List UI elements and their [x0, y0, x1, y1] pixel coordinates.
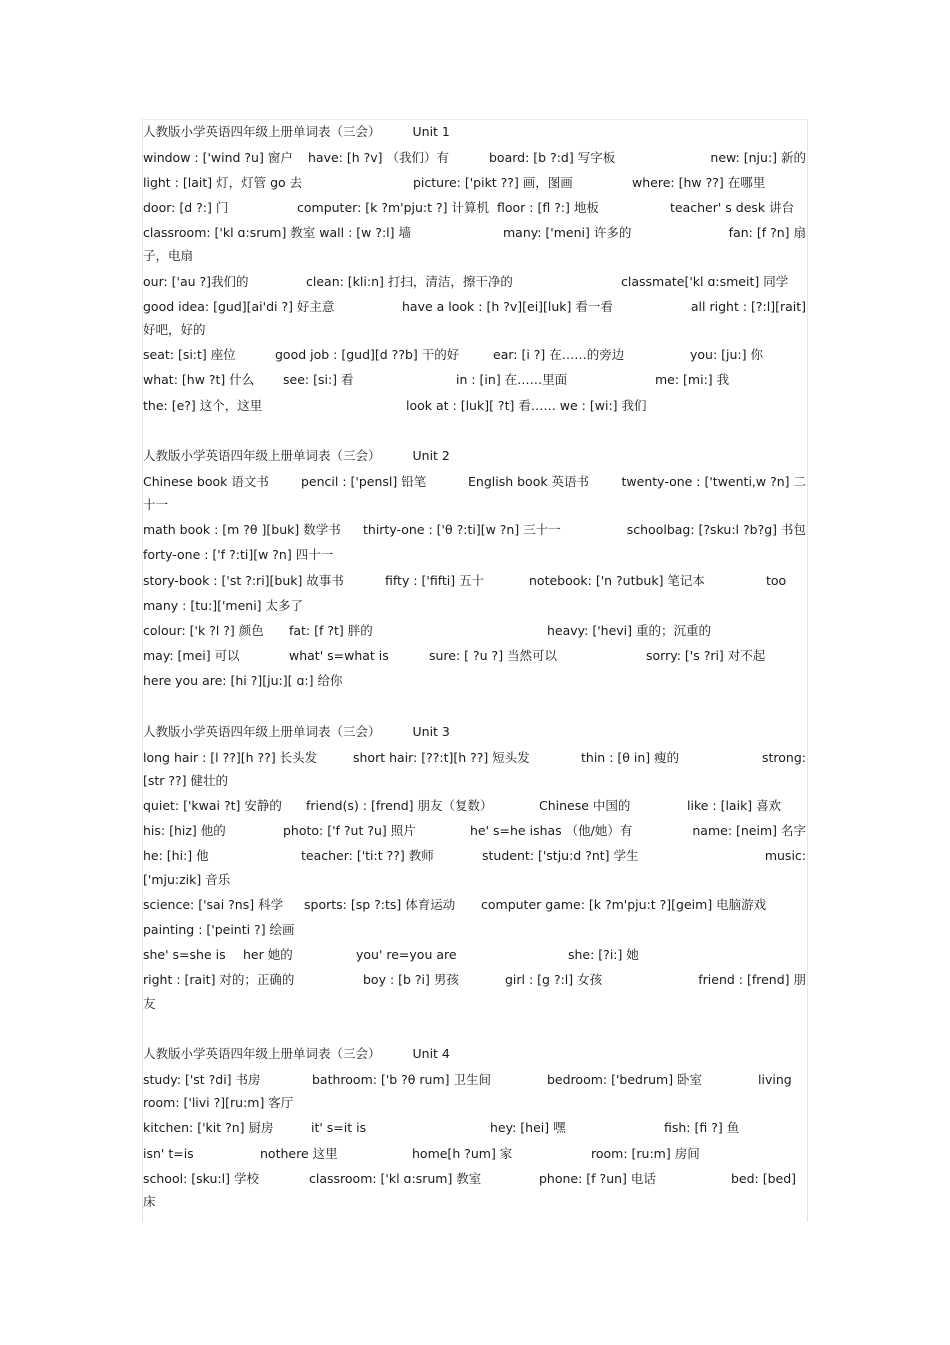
vocab-line: [143, 846, 806, 869]
vocab-line: [143, 173, 806, 198]
vocab-entry: new: [nju:] 新的: [710, 149, 806, 165]
vocab-entry: thirty-one : ['θ ?:ti][w ?n] 三十一: [363, 522, 561, 538]
vocab-line: [143, 671, 806, 696]
vocab-entry: math book : [m ?θ ][buk] 数学书: [143, 522, 341, 538]
vocab-entry: long hair : [l ??][h ??] 长头发: [143, 749, 318, 765]
vocab-entry: short hair: [??:t][h ??] 短头发: [353, 749, 530, 765]
vocab-entry: fat: [f ?t] 胖的: [289, 623, 373, 639]
vocab-entry: her 她的: [243, 947, 293, 963]
vocab-entry: twenty-one : ['twenti,w ?n] 二: [621, 473, 806, 489]
vocab-entry: English book 英语书: [468, 473, 590, 489]
vocab-entry: room: ['livi ?][ru:m] 客厅: [143, 1095, 294, 1111]
vocab-entry: painting : ['peinti ?] 绘画: [143, 922, 295, 938]
vocab-entry: computer: [k ?m'pju:t ?] 计算机: [297, 199, 489, 215]
vocab-entry: have: [h ?v] （我们）有: [308, 149, 450, 165]
vocab-entry: 好吧，好的: [143, 322, 206, 338]
unit-3-section: [143, 722, 806, 1019]
vocab-line: [143, 345, 806, 370]
vocab-line-continued: [143, 771, 806, 796]
vocab-line-continued: [143, 870, 806, 895]
vocab-line-continued: [143, 320, 806, 345]
vocab-entry: home[h ?um] 家: [412, 1145, 513, 1161]
vocab-entry: school: [sku:l] 学校: [143, 1170, 259, 1186]
unit-1-section: [143, 122, 806, 421]
vocab-entry: all right : [?:l][rait]: [690, 298, 806, 314]
vocab-entry: study: ['st ?di] 书房: [143, 1071, 261, 1087]
vocab-entry: kitchen: ['kit ?n] 厨房: [143, 1120, 274, 1136]
vocab-line-continued: [143, 246, 806, 271]
section-title: 人教版小学英语四年级上册单词表（三会）: [143, 1046, 381, 1062]
unit-2-section: [143, 446, 806, 696]
vocab-line: [143, 945, 806, 970]
vocab-entry: right : [rait] 对的；正确的: [143, 972, 295, 988]
vocab-entry: living: [758, 1071, 792, 1087]
vocab-line: [143, 621, 806, 646]
vocab-entry: quiet: ['kwai ?t] 安静的: [143, 798, 282, 814]
vocab-entry: nothere 这里: [260, 1145, 338, 1161]
vocab-entry: sure: [ ?u ?] 当然可以: [429, 648, 558, 664]
vocab-entry: bathroom: ['b ?θ rum] 卫生间: [312, 1071, 492, 1087]
vocab-entry: isn' t=is: [143, 1145, 194, 1161]
vocab-line: [143, 1169, 806, 1192]
vocab-line: [143, 545, 806, 570]
vocab-entry: classroom: ['kl ɑ:srum] 教室 wall : [w ?:l] 墙: [143, 225, 411, 241]
vocab-line-continued: [143, 994, 806, 1019]
vocab-line: [143, 646, 806, 671]
vocab-entry: teacher' s desk 讲台: [670, 199, 795, 215]
vocab-line: [143, 520, 806, 545]
vocab-entry: he: [hi:] 他: [143, 848, 209, 864]
vocab-entry: Chinese book 语文书: [143, 473, 269, 489]
section-title: 人教版小学英语四年级上册单词表（三会）: [143, 448, 381, 464]
vocab-entry: you: [ju:] 你: [690, 347, 763, 363]
vocab-entry: Chinese 中国的: [539, 798, 631, 814]
vocab-entry: classmate['kl ɑ:smeit] 同学: [621, 273, 789, 289]
vocab-entry: 子，电扇: [143, 248, 194, 264]
vocab-entry: like : [laik] 喜欢: [687, 798, 782, 814]
vocab-entry: name: [neim] 名字: [692, 823, 806, 839]
vocab-entry: he' s=he ishas （他/她）有: [470, 823, 633, 839]
vocab-entry: door: [d ?:] 门: [143, 199, 229, 215]
vocab-entry: girl : [g ?:l] 女孩: [505, 972, 603, 988]
vocab-entry: good job : [gud][d ??b] 干的好: [275, 347, 460, 363]
vocab-entry: sorry: ['s ?ri] 对不起: [646, 648, 766, 664]
vocab-line-continued: [143, 495, 806, 520]
vocab-entry: see: [si:] 看: [283, 372, 354, 388]
vocab-entry: schoolbag: [?sku:l ?b?g] 书包: [626, 522, 806, 538]
vocab-entry: fan: [f ?n] 扇: [728, 225, 806, 241]
vocab-entry: seat: [si:t] 座位: [143, 347, 236, 363]
vocab-entry: pencil : ['pensl] 铅笔: [301, 473, 427, 489]
vocab-entry: bedroom: ['bedrum] 卧室: [547, 1071, 703, 1087]
section-heading: [143, 722, 806, 748]
vocab-line: [143, 396, 806, 421]
vocab-line: [143, 596, 806, 621]
vocab-entry: she' s=she is: [143, 947, 226, 963]
vocab-entry: boy : [b ?i] 男孩: [363, 972, 459, 988]
vocab-line: [143, 272, 806, 297]
vocab-entry: fifty : ['fifti] 五十: [385, 572, 485, 588]
unit-label: Unit 4: [412, 1046, 450, 1062]
vocab-entry: [str ??] 健壮的: [143, 772, 229, 788]
vocab-line: [143, 297, 806, 320]
vocab-line-continued: [143, 1093, 806, 1118]
vocab-entry: 友: [143, 995, 156, 1011]
vocab-entry: window : ['wind ?u] 窗户: [143, 149, 293, 165]
section-heading: [143, 122, 806, 148]
section-heading: [143, 446, 806, 472]
vocab-entry: heavy: ['hevi] 重的；沉重的: [547, 623, 711, 639]
vocab-entry: bed: [bed]: [731, 1170, 797, 1186]
vocab-entry: she: [?i:] 她: [568, 947, 639, 963]
vocab-entry: strong:: [762, 749, 806, 765]
unit-label: Unit 3: [412, 724, 450, 740]
section-title: 人教版小学英语四年级上册单词表（三会）: [143, 724, 381, 740]
vocab-line: [143, 370, 806, 395]
vocab-line: [143, 1070, 806, 1093]
vocab-entry: room: [ru:m] 房间: [591, 1145, 700, 1161]
vocab-line-continued: [143, 1192, 806, 1217]
vocab-entry: look at : [luk][ ?t] 看…… we : [wi:] 我们: [406, 397, 647, 413]
vocab-entry: many : [tu:]['meni] 太多了: [143, 597, 304, 613]
section-heading: [143, 1044, 806, 1070]
vocab-line: [143, 895, 806, 920]
vocab-entry: it' s=it is: [311, 1120, 367, 1136]
vocab-entry: in : [in] 在……里面: [456, 372, 568, 388]
vocab-line: [143, 970, 806, 993]
vocab-line: [143, 748, 806, 771]
vocab-entry: floor : [fl ?:] 地板: [497, 199, 599, 215]
vocab-entry: friend : [frend] 朋: [698, 972, 806, 988]
vocab-entry: too: [766, 572, 787, 588]
vocab-entry: 十一: [143, 497, 169, 513]
vocab-line: [143, 920, 806, 945]
vocab-entry: me: [mi:] 我: [655, 372, 730, 388]
vocab-entry: have a look : [h ?v][ei][luk] 看一看: [402, 298, 613, 314]
vocab-entry: forty-one : ['f ?:ti][w ?n] 四十一: [143, 547, 334, 563]
vocab-entry: ['mju:zik] 音乐: [143, 871, 231, 887]
vocab-entry: colour: ['k ?l ?] 颜色: [143, 623, 264, 639]
vocab-entry: sports: [sp ?:ts] 体育运动: [304, 896, 456, 912]
vocab-line: [143, 1144, 806, 1169]
word-list-document: [143, 122, 806, 1217]
vocab-entry: where: [hw ??] 在哪里: [632, 174, 766, 190]
vocab-entry: friend(s) : [frend] 朋友（复数）: [306, 798, 493, 814]
vocab-entry: many: ['meni] 许多的: [503, 225, 632, 241]
vocab-entry: board: [b ?:d] 写字板: [489, 149, 616, 165]
vocab-entry: thin : [θ in] 瘦的: [581, 749, 680, 765]
vocab-entry: classroom: ['kl ɑ:srum] 教室: [309, 1170, 482, 1186]
vocab-entry: student: ['stju:d ?nt] 学生: [482, 848, 639, 864]
vocab-entry: you' re=you are: [356, 947, 457, 963]
vocab-entry: what' s=what is: [289, 648, 389, 664]
vocab-entry: our: ['au ?]我们的: [143, 273, 249, 289]
vocab-entry: the: [e?] 这个，这里: [143, 397, 263, 413]
vocab-entry: what: [hw ?t] 什么: [143, 372, 255, 388]
vocab-line: [143, 223, 806, 246]
vocab-entry: ear: [i ?] 在……的旁边: [493, 347, 625, 363]
vocab-entry: picture: ['pikt ??] 画，图画: [413, 174, 573, 190]
vocab-entry: good idea: [gud][ai'di ?] 好主意: [143, 298, 335, 314]
unit-label: Unit 2: [412, 448, 450, 464]
vocab-entry: photo: ['f ?ut ?u] 照片: [283, 823, 416, 839]
vocab-line: [143, 148, 806, 173]
vocab-line: [143, 796, 806, 821]
vocab-entry: notebook: ['n ?utbuk] 笔记本: [529, 572, 705, 588]
vocab-entry: his: [hiz] 他的: [143, 823, 226, 839]
unit-label: Unit 1: [412, 124, 450, 139]
vocab-entry: phone: [f ?un] 电话: [539, 1170, 656, 1186]
vocab-line: [143, 198, 806, 223]
vocab-line: [143, 1118, 806, 1143]
section-title: 人教版小学英语四年级上册单词表（三会）: [143, 124, 381, 139]
vocab-entry: music:: [764, 848, 806, 864]
unit-4-section: [143, 1044, 806, 1217]
vocab-entry: teacher: ['ti:t ??] 教师: [301, 848, 434, 864]
vocab-entry: clean: [kli:n] 打扫，清洁，擦干净的: [306, 273, 513, 289]
vocab-entry: science: ['sai ?ns] 科学: [143, 896, 284, 912]
vocab-entry: 床: [143, 1194, 156, 1210]
vocab-line: [143, 472, 806, 495]
vocab-entry: computer game: [k ?m'pju:t ?][geim] 电脑游戏: [481, 896, 767, 912]
vocab-entry: light : [lait] 灯，灯管 go 去: [143, 174, 303, 190]
vocab-entry: here you are: [hi ?][ju:][ ɑ:] 给你: [143, 673, 343, 689]
vocab-entry: hey: [hei] 嘿: [490, 1120, 566, 1136]
vocab-line: [143, 571, 806, 596]
vocab-entry: may: [mei] 可以: [143, 648, 240, 664]
vocab-line: [143, 821, 806, 846]
vocab-entry: story-book : ['st ?:ri][buk] 故事书: [143, 572, 344, 588]
vocab-entry: fish: [fi ?] 鱼: [664, 1120, 740, 1136]
